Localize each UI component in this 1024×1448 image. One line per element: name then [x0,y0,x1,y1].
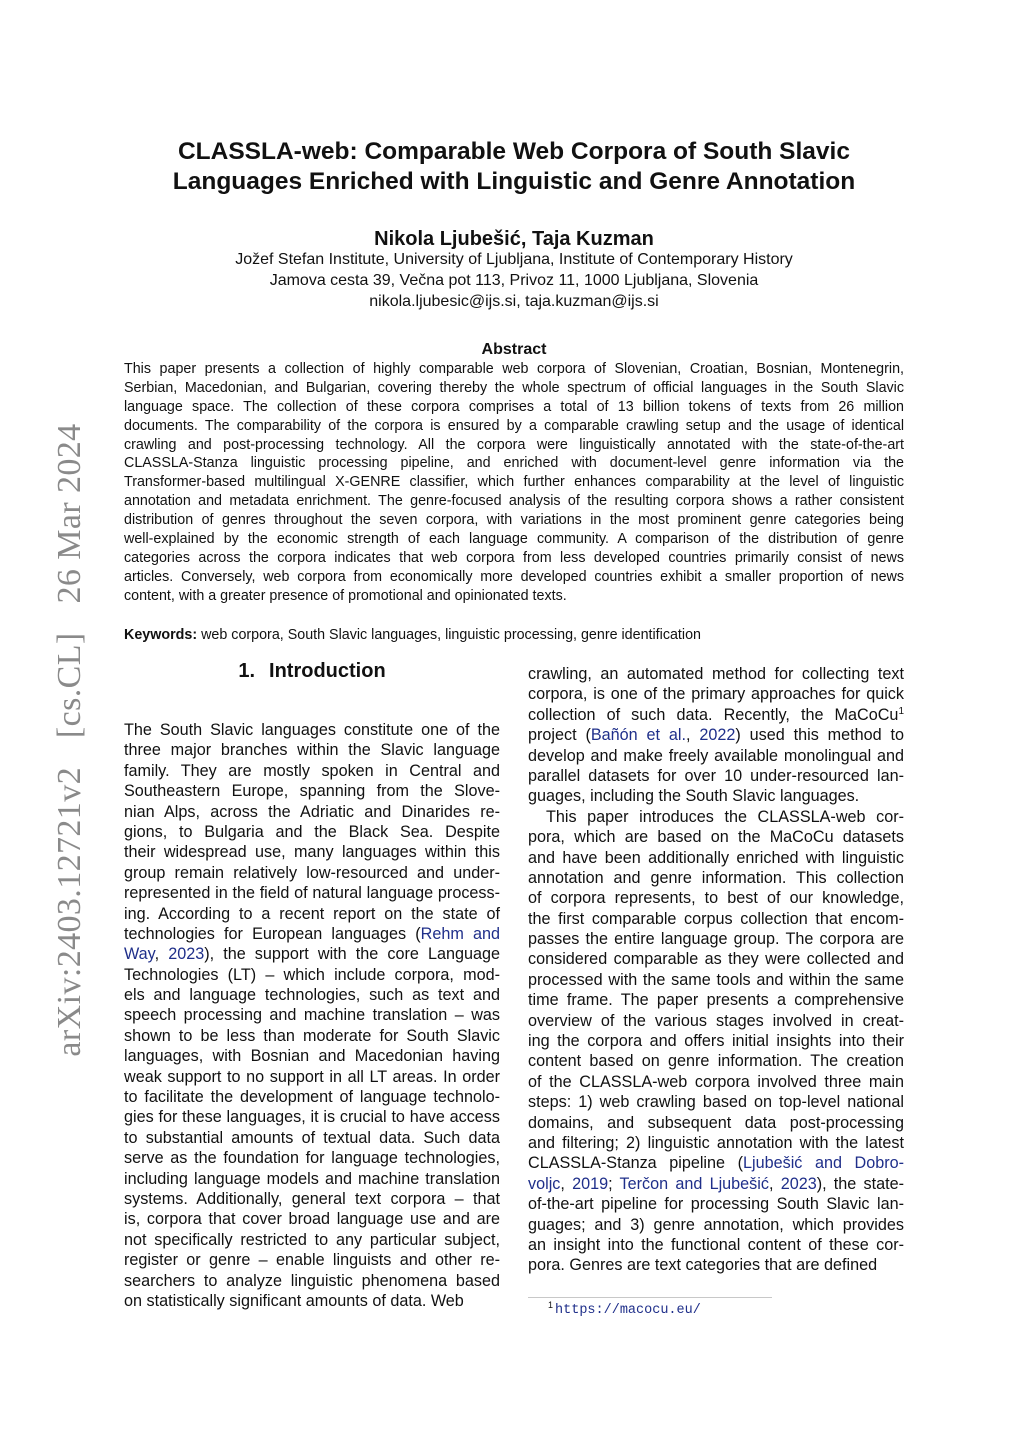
text-line [124,1189,500,1209]
text-run: their widespread use, many languages within this [124,843,500,862]
text-line [528,868,904,888]
text-line [124,904,500,924]
abstract-line: This paper presents a collection of highly comparable web corpora of Slovenian, Croatian, Bosnian, Montenegrin, [124,361,904,377]
left-column-text [124,720,500,1311]
text-run: ing the corpora and offers initial insights into their [528,1032,904,1051]
text-run: is, corpora that cover broad language use and are [124,1210,500,1229]
abstract-body [124,360,904,606]
text-line [124,1067,500,1087]
text-line [528,1255,904,1275]
citation-link[interactable]: Way [124,945,155,964]
email-line: nikola.ljubesic@ijs.si, taja.kuzman@ijs.si [369,293,659,310]
text-run: weak support to no support in all LT areas. In order [124,1067,500,1086]
text-run: three major branches within the Slavic language [124,741,500,760]
abstract-line: content, with a greater presence of promotional and opinionated texts. [124,587,567,604]
paper-authors: Nikola Ljubešić, Taja Kuzman [374,228,654,250]
affiliation-line: Jožef Stefan Institute, University of Ljubljana, Institute of Contemporary History [235,251,793,268]
text-run: , [560,1174,573,1193]
arxiv-id: arXiv:2403.12721v2 [51,767,88,1057]
text-run: Technologies (LT) – which include corpora, mod- [124,965,500,984]
footnote [548,1301,701,1318]
section-number: 1. [238,660,256,682]
text-run: , [154,945,169,964]
text-run: to facilitate the development of language technolo- [124,1088,500,1107]
text-run: CLASSLA-Stanza pipeline ( [528,1154,743,1173]
text-line [528,1011,904,1031]
abstract-line: categories across the corpora indicates that web corpora from less developed countries primarily consist of news [124,549,904,566]
abstract-line: annotation and metadata enrichment. The genre-focused analysis of the resulting corpora shows a rather consistent [124,493,904,510]
text-run: serve as the foundation for language technologies, [124,1149,500,1168]
text-line [124,822,500,842]
text-line [528,909,904,929]
text-run: and filtering; 2) linguistic annotation with the latest [528,1133,904,1152]
footnote-ref[interactable]: 1 [898,705,904,717]
footnote-rule [528,1297,772,1298]
text-run: gies for these languages, it is crucial to have access [124,1108,500,1127]
title-line: Languages Enriched with Linguistic and Genre Annotation [172,168,856,195]
text-line [528,1051,904,1071]
citation-link[interactable]: Terčon and Ljubešić [619,1174,769,1193]
text-run: including language models and machine translation [124,1169,500,1188]
text-run: technologies for European languages ( [124,924,421,943]
text-line [124,1148,500,1168]
text-line [124,802,500,822]
text-line [124,985,500,1005]
text-line [528,1072,904,1092]
paper-title [124,137,904,197]
text-run: overview of the various stages involved in creat- [528,1011,904,1030]
abstract-heading: Abstract [481,341,547,358]
text-run: processed with the same tools and within the same [528,970,904,989]
keywords-text: web corpora, South Slavic languages, linguistic processing, genre identification [201,627,701,643]
text-line [124,720,500,740]
text-run: The South Slavic languages constitute one of the [124,721,500,739]
text-line [124,863,500,883]
text-line [124,944,500,964]
text-run: searchers to analyze linguistic phenomena based [124,1271,500,1290]
abstract-line: Transformer-based multilingual X-GENRE classifier, which further enhances comparability at the level of linguistic [124,474,904,491]
abstract-line: well-explained by the economic strength of each language community. A comparison of the distribution of genre [124,531,904,548]
text-line [528,1113,904,1133]
abstract-line: distribution of genres throughout the seven corpora, with variations in the most prominent genre categories being [124,512,904,529]
text-line [124,1169,500,1189]
citation-link[interactable]: 2022 [699,726,736,745]
text-line [528,929,904,949]
keywords [124,627,904,643]
text-run: speech processing and machine translation – was [124,1006,500,1025]
text-run: annotation and genre information. This collection [528,868,904,887]
text-run: family. They are mostly spoken in Central and [124,761,500,780]
text-line [528,1174,904,1194]
citation-link[interactable]: Rehm and [420,924,500,943]
text-line [124,1209,500,1229]
text-line [528,888,904,908]
text-line [528,949,904,969]
abstract-line: CLASSLA-Stanza linguistic processing pipeline, and enriched with document-level genre information via the [124,455,904,472]
text-run: group remain relatively low-resourced and under- [124,863,500,882]
text-run: an insight into the functional content of these cor- [528,1235,904,1254]
text-line [528,684,904,704]
title-line: CLASSLA-web: Comparable Web Corpora of South Slavic [177,138,850,165]
footnote-mark: 1 [548,1300,554,1310]
text-run: project ( [528,726,591,745]
text-run: on statistically significant amounts of data. Web [124,1291,464,1310]
section-title: Introduction [269,660,386,682]
text-run: guages, including the South Slavic languages. [528,787,860,806]
arxiv-date: 26 Mar 2024 [51,423,88,604]
text-line [124,883,500,903]
text-run: ), the state- [816,1174,905,1193]
text-line [124,1271,500,1291]
text-run: not specifically restricted to any particular subject, [124,1230,500,1249]
text-run: ; [608,1174,620,1193]
text-line [528,1153,904,1173]
text-line [124,1128,500,1148]
text-run: crawling, an automated method for collecting text [528,665,904,683]
citation-link[interactable]: Ljubešić and Dobro- [743,1154,905,1173]
text-line [124,965,500,985]
text-run: nian Alps, across the Adriatic and Dinarides re- [124,802,500,821]
text-line [124,1250,500,1270]
text-run: Southeastern Europe, spanning from the Slove- [124,782,500,801]
text-line [124,842,500,862]
text-run: passes the entire language group. The corpora are [528,930,904,949]
arxiv-side-stamp [51,413,89,1066]
citation-link[interactable]: 2019 [572,1174,609,1193]
text-run: represented in the field of natural language process- [124,884,500,903]
text-line [124,1230,500,1250]
text-run: guages; and 3) genre annotation, which provides [528,1215,904,1234]
text-run: considered comparable as they were collected and [528,950,904,969]
text-run: corpora, is one of the primary approaches for quick [528,685,904,704]
text-line [124,924,500,944]
text-line [528,725,904,745]
address-line: Jamova cesta 39, Večna pot 113, Privoz 11, 1000 Ljubljana, Slovenia [269,272,759,289]
text-run: to substantial amounts of textual data. Such data [124,1128,500,1147]
abstract-line: crawling and post-processing technology. All the corpora were linguistically annotated with the state-of-the-art [124,436,904,453]
abstract-line: articles. Conversely, web corpora from economically more developed countries exhibit a smaller proportion of news [124,568,904,585]
abstract-line: documents. The comparability of the corpora is ensured by a comparable crawling setup and the usage of identical [124,417,904,434]
text-run: steps: 1) web crawling based on top-level national [528,1093,904,1112]
text-run: collection of such data. Recently, the MaCoCu [528,705,899,724]
text-line [528,766,904,786]
text-line [528,705,904,725]
section-heading [124,660,500,683]
footnote-url-link[interactable]: https://macocu.eu/ [555,1303,701,1318]
text-run: pora, which are based on the MaCoCu datasets [528,828,904,847]
text-line [528,827,904,847]
text-line [528,664,904,684]
text-run: content based on genre information. The creation [528,1052,904,1071]
text-line [528,848,904,868]
text-run: ) used this method to [735,726,905,745]
citation-link[interactable]: 2023 [168,945,205,964]
text-line [528,990,904,1010]
text-run: , [768,1174,781,1193]
text-line [124,1005,500,1025]
text-run: the first comparable corpus collection that encom- [528,909,904,928]
text-line [124,1291,500,1311]
text-line [528,1133,904,1153]
text-line [528,1215,904,1235]
text-line [124,1107,500,1127]
arxiv-category: [cs.CL] [51,632,88,739]
text-run: register or genre – enable linguists and other re- [124,1251,500,1270]
text-line [124,781,500,801]
text-line [528,1194,904,1214]
text-run: domains, and subsequent data post-processing [528,1113,904,1132]
text-line [528,1092,904,1112]
text-line [528,970,904,990]
text-run: , [685,726,700,745]
text-line [124,1087,500,1107]
text-run: pora. Genres are text categories that are defined [528,1256,878,1275]
text-run: gions, to Bulgaria and the Black Sea. Despite [124,822,500,841]
text-line [528,1235,904,1255]
abstract-line: language space. The collection of these corpora comprises a total of 13 billion tokens of texts from 26 million [124,398,904,415]
citation-link[interactable]: 2023 [780,1174,817,1193]
text-line [528,807,904,827]
text-run: develop and make freely available monolingual and [528,746,904,765]
text-line [124,740,500,760]
text-run: of-the-art pipeline for processing South Slavic lan- [528,1195,904,1214]
text-run: systems. Additionally, general text corpora – that [124,1189,500,1208]
text-run: of corpora represents, to best of our knowledge, [528,889,904,908]
text-run: of the CLASSLA-web corpora involved three main [528,1072,904,1091]
text-line [528,746,904,766]
abstract-line: Serbian, Macedonian, and Bulgarian, covering thereby the whole spectrum of official languages in the South Slavic [124,379,904,396]
citation-link[interactable]: voljc [528,1174,561,1193]
text-run: parallel datasets for over 10 under-resourced lan- [528,766,904,785]
text-line [528,1031,904,1051]
text-line [124,1046,500,1066]
text-run: els and language technologies, such as text and [124,986,500,1005]
text-run: languages, with Bosnian and Macedonian having [124,1047,500,1066]
right-column-text [528,664,904,1276]
text-line [124,1026,500,1046]
text-run: time frame. The paper presents a comprehensive [528,991,904,1010]
text-line [528,786,904,806]
text-line [124,761,500,781]
keywords-label: Keywords: [124,627,198,643]
text-run: shown to be less than moderate for South Slavic [124,1026,500,1045]
citation-link[interactable]: Bañón et al. [590,726,686,745]
text-run: ing. According to a recent report on the state of [124,904,500,923]
text-run: This paper introduces the CLASSLA-web cor- [546,807,904,826]
text-run: and have been additionally enriched with linguistic [528,848,904,867]
text-run: ), the support with the core Language [204,945,501,964]
